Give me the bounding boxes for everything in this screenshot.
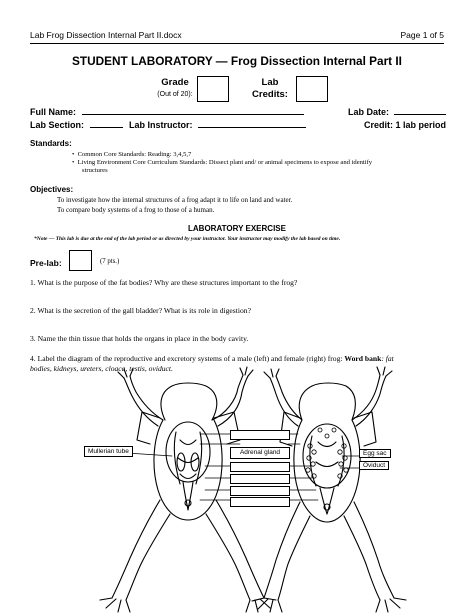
credits-label-lab: Lab: [261, 77, 279, 88]
lab-instructor-label: Lab Instructor:: [129, 120, 193, 130]
standards-item-continued: structures: [82, 167, 108, 174]
answer-blank-box[interactable]: [230, 430, 290, 440]
standards-item: • Living Environment Core Curriculum Standards: Dissect plant and/ or animal specimens to expose and identify: [72, 159, 373, 166]
page-title: STUDENT LABORATORY — Frog Dissection Internal Part II: [72, 54, 402, 68]
question-2: 2. What is the secretion of the gall bladder? What is its role in digestion?: [30, 306, 251, 315]
adrenal-gland-label: Adrenal gland: [230, 447, 290, 459]
credits-label: Credits:: [252, 89, 288, 100]
credit-text: Credit: 1 lab period: [363, 120, 446, 130]
egg-sac-label: Egg sac: [359, 449, 391, 458]
lab-section-label: Lab Section:: [30, 120, 85, 130]
grade-sublabel: (Out of 20):: [157, 91, 193, 98]
mullerian-tube-label: Mullerian tube: [84, 446, 133, 457]
lab-date-label: Lab Date:: [348, 107, 390, 117]
standards-heading: Standards:: [30, 139, 72, 148]
standards-item: • Common Core Standards: Reading: 3,4,5,7: [72, 151, 192, 158]
question-3: 3. Name the thin tissue that holds the organs in place in the body cavity.: [30, 334, 249, 343]
exercise-note: *Note — This lab is due at the end of the lab period or as directed by your instructor. Your instructor may modify the lab based on time.: [34, 236, 341, 242]
full-name-label: Full Name:: [30, 107, 77, 117]
word-bank-list: bodies, kidneys, ureters, cloaca, testis, oviduct.: [30, 364, 173, 373]
objective-item: To compare body systems of a frog to those of a human.: [57, 206, 215, 214]
objective-item: To investigate how the internal structures of a frog adapt it to life on land and water.: [57, 196, 293, 204]
prelab-points: (7 pts.): [100, 258, 120, 265]
grade-label: Grade: [161, 77, 189, 88]
question-1: 1. What is the purpose of the fat bodies? Why are these structures important to the frog?: [30, 278, 298, 287]
word-bank-label: Word bank: [344, 354, 382, 363]
oviduct-label: Oviduct: [359, 461, 389, 470]
answer-blank-box[interactable]: [230, 462, 290, 472]
question-4: 4. Label the diagram of the reproductive and excretory systems of a male (left) and female (right) frog: Word bank: fat: [30, 354, 394, 363]
exercise-heading: LABORATORY EXERCISE: [188, 224, 286, 233]
prelab-label: Pre-lab:: [30, 258, 62, 268]
answer-blank-box[interactable]: [230, 474, 290, 484]
objectives-heading: Objectives:: [30, 185, 74, 194]
answer-blank-box[interactable]: [230, 497, 290, 507]
page-number: Page 1 of 5: [400, 30, 444, 40]
document-filename: Lab Frog Dissection Internal Part II.docx: [30, 30, 182, 40]
answer-blank-box[interactable]: [230, 486, 290, 496]
